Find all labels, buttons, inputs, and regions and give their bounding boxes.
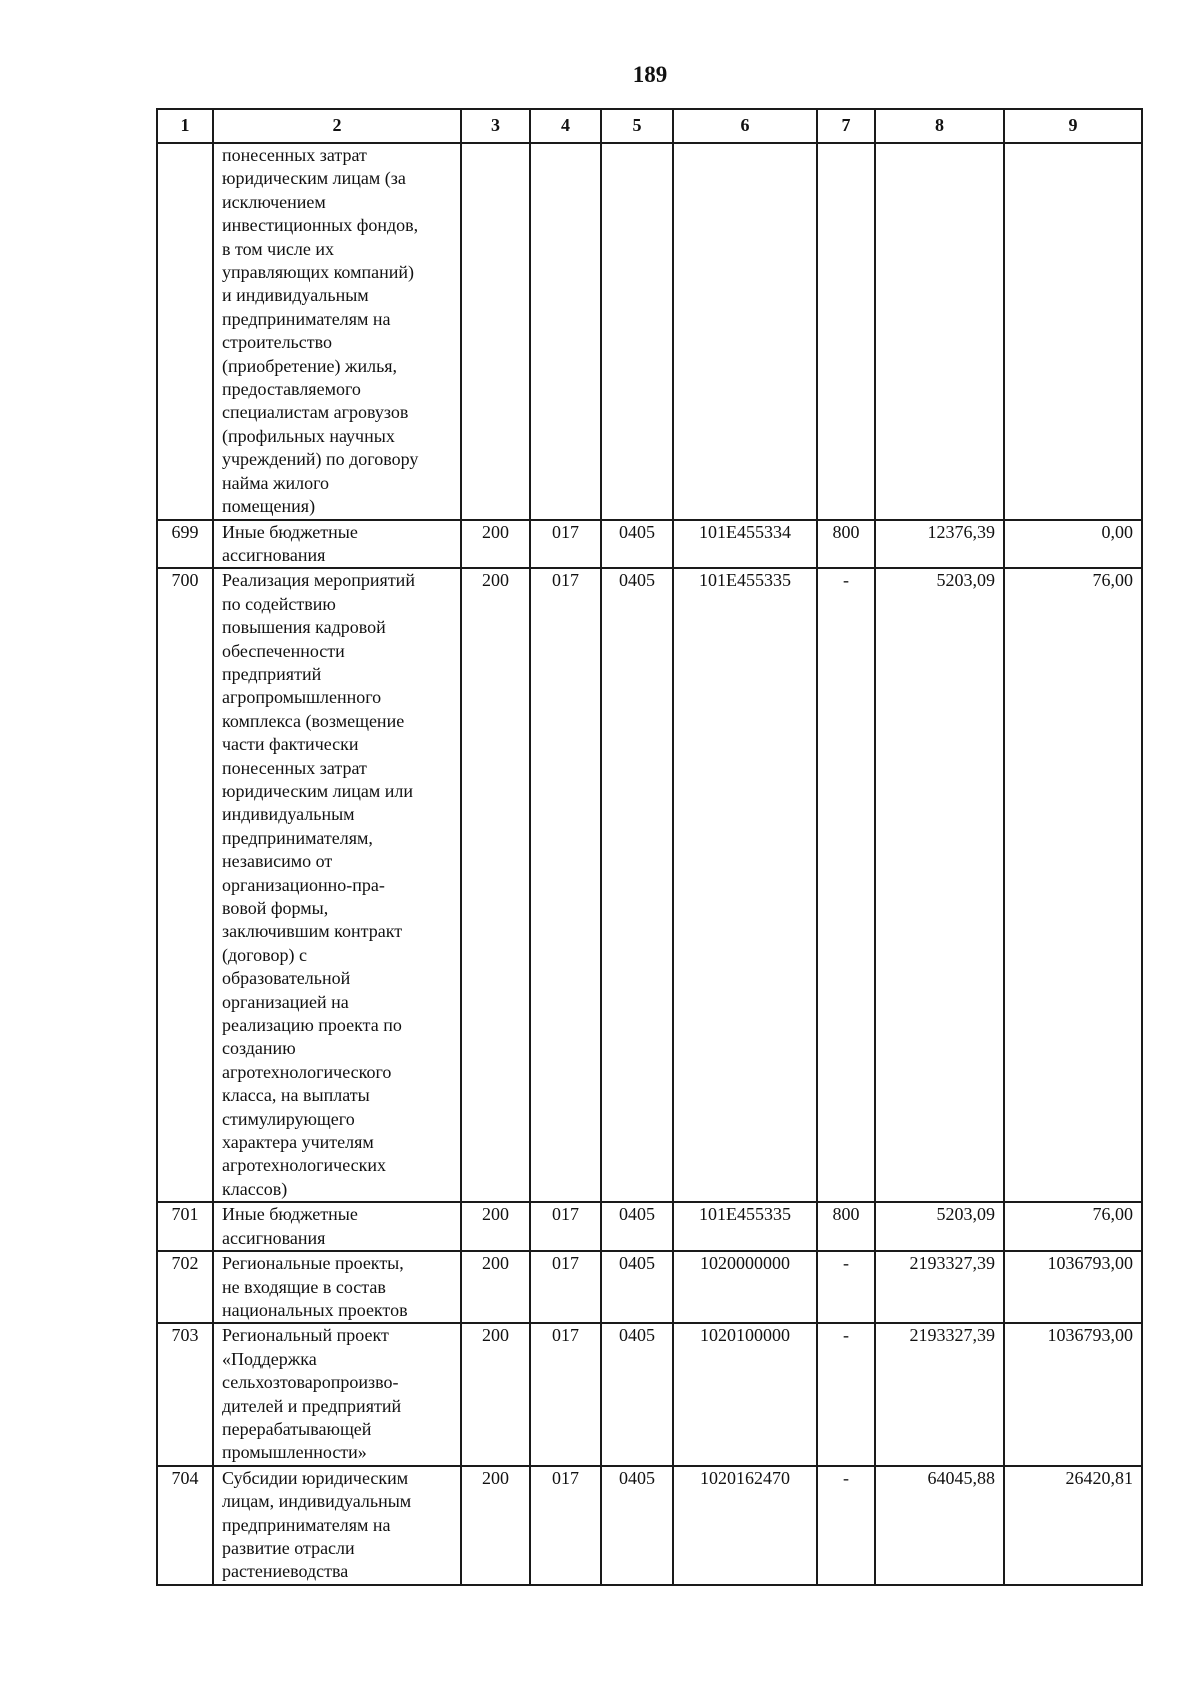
row-number-cell: 701 (157, 1202, 213, 1251)
col-3-cell: 200 (461, 1251, 530, 1323)
table-row (157, 568, 1142, 1202)
col-6-cell: 1020000000 (673, 1251, 817, 1323)
col-5-cell: 0405 (601, 520, 673, 569)
table-row (157, 1466, 1142, 1585)
col-7-cell (817, 143, 875, 520)
header-col-6: 6 (673, 109, 817, 143)
col-6-cell: 101E455335 (673, 568, 817, 1202)
row-number-cell (157, 143, 213, 520)
col-6-cell: 101E455334 (673, 520, 817, 569)
col-4-cell (530, 143, 601, 520)
row-number-cell: 704 (157, 1466, 213, 1585)
col-8-amount-cell: 2193327,39 (875, 1323, 1004, 1465)
row-name-cell: Региональные проекты, не входящие в состав национальных проектов (213, 1251, 461, 1323)
header-col-7: 7 (817, 109, 875, 143)
col-7-cell: 800 (817, 520, 875, 569)
col-5-cell: 0405 (601, 1202, 673, 1251)
col-3-cell (461, 143, 530, 520)
header-col-4: 4 (530, 109, 601, 143)
row-number-cell: 700 (157, 568, 213, 1202)
col-3-cell: 200 (461, 568, 530, 1202)
header-col-3: 3 (461, 109, 530, 143)
col-9-amount-cell: 76,00 (1004, 568, 1142, 1202)
header-col-9: 9 (1004, 109, 1142, 143)
col-7-cell: - (817, 1466, 875, 1585)
row-name-cell: Субсидии юридическим лицам, индивидуальным предпринимателям на развитие отрасли растениеводства (213, 1466, 461, 1585)
table-row (157, 1323, 1142, 1465)
col-5-cell (601, 143, 673, 520)
table-row (157, 520, 1142, 569)
col-7-cell: - (817, 1251, 875, 1323)
col-3-cell: 200 (461, 520, 530, 569)
header-row (157, 109, 1142, 143)
col-5-cell: 0405 (601, 1466, 673, 1585)
col-9-amount-cell: 26420,81 (1004, 1466, 1142, 1585)
row-name-cell: понесенных затрат юридическим лицам (за исключением инвестиционных фондов, в том числе их управляющих компаний) и индивидуальным предпринимателям на строительство (приобретение) жилья, предоставляемого специалистам агровузов (профильных научных учреждений) по договору найма жилого помещения) (213, 143, 461, 520)
col-4-cell: 017 (530, 520, 601, 569)
row-name-cell: Иные бюджетные ассигнования (213, 1202, 461, 1251)
col-4-cell: 017 (530, 1251, 601, 1323)
col-8-amount-cell: 12376,39 (875, 520, 1004, 569)
col-9-amount-cell: 0,00 (1004, 520, 1142, 569)
col-9-amount-cell (1004, 143, 1142, 520)
col-8-amount-cell (875, 143, 1004, 520)
table-row (157, 1251, 1142, 1323)
row-name-cell: Реализация мероприятий по содействию повышения кадровой обеспеченности предприятий агропромышленного комплекса (возмещение части фактически понесенных затрат юридическим лицам или индивидуальным предпринимателям, независимо от организационно-пра- вовой формы, заключившим контракт (договор) с образовательной организацией на реализацию проекта по созданию агротехнологического класса, на выплаты стимулирующего характера учителям агротехнологических классов) (213, 568, 461, 1202)
row-name-cell: Региональный проект «Поддержка сельхозтоваропроизво- дителей и предприятий перерабатывающей промышленности» (213, 1323, 461, 1465)
col-3-cell: 200 (461, 1202, 530, 1251)
header-col-5: 5 (601, 109, 673, 143)
col-5-cell: 0405 (601, 568, 673, 1202)
col-7-cell: 800 (817, 1202, 875, 1251)
col-3-cell: 200 (461, 1323, 530, 1465)
col-8-amount-cell: 5203,09 (875, 1202, 1004, 1251)
header-col-2: 2 (213, 109, 461, 143)
row-number-cell: 703 (157, 1323, 213, 1465)
page-number: 189 (632, 62, 668, 87)
col-7-cell: - (817, 1323, 875, 1465)
col-6-cell: 1020162470 (673, 1466, 817, 1585)
col-8-amount-cell: 5203,09 (875, 568, 1004, 1202)
col-6-cell: 1020100000 (673, 1323, 817, 1465)
table-row (157, 143, 1142, 520)
col-6-cell: 101E455335 (673, 1202, 817, 1251)
col-4-cell: 017 (530, 1466, 601, 1585)
col-9-amount-cell: 1036793,00 (1004, 1251, 1142, 1323)
col-4-cell: 017 (530, 1202, 601, 1251)
col-6-cell (673, 143, 817, 520)
header-col-1: 1 (157, 109, 213, 143)
row-number-cell: 699 (157, 520, 213, 569)
col-9-amount-cell: 1036793,00 (1004, 1323, 1142, 1465)
col-3-cell: 200 (461, 1466, 530, 1585)
table-row (157, 1202, 1142, 1251)
col-4-cell: 017 (530, 568, 601, 1202)
row-name-cell: Иные бюджетные ассигнования (213, 520, 461, 569)
table-body (157, 143, 1142, 1585)
budget-table (156, 108, 1143, 1586)
col-9-amount-cell: 76,00 (1004, 1202, 1142, 1251)
row-number-cell: 702 (157, 1251, 213, 1323)
header-col-8: 8 (875, 109, 1004, 143)
col-4-cell: 017 (530, 1323, 601, 1465)
col-8-amount-cell: 2193327,39 (875, 1251, 1004, 1323)
col-5-cell: 0405 (601, 1323, 673, 1465)
col-8-amount-cell: 64045,88 (875, 1466, 1004, 1585)
col-5-cell: 0405 (601, 1251, 673, 1323)
col-7-cell: - (817, 568, 875, 1202)
